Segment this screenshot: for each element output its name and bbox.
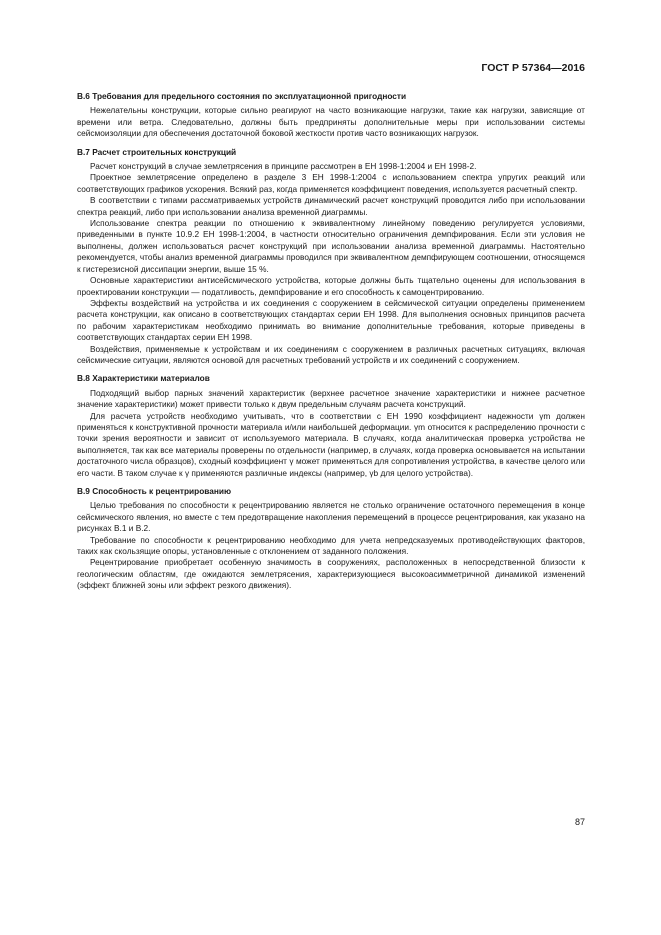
section-b7 [77,147,585,367]
document-body [77,91,585,599]
paragraph: Требование по способности к рецентрированию необходимо для учета непредсказуемых противодействующих факторов, таких как скользящие опоры, установленные с отклонением от заданного положения. [77,534,585,557]
standard-designation: ГОСТ Р 57364—2016 [481,62,585,74]
section-title: B.6 Требования для предельного состояния по эксплуатационной пригодности [77,91,407,101]
section-b9 [77,486,585,592]
section-b8 [77,373,585,479]
paragraph: Расчет конструкций в случае землетрясения в принципе рассмотрен в ЕН 1998-1:2004 и ЕН 1998-2. [90,161,477,172]
paragraph: Нежелательны конструкции, которые сильно реагируют на часто возникающие нагрузки, такие как нагрузки, зависящие от времени или ветра. Следовательно, должны быть предприняты дополнительные меры при использовании системы сейсмоизоляции для обеспечения достаточной боковой жесткости против часто возникающих нагрузок. [77,105,585,139]
section-title: B.9 Способность к рецентрированию [77,486,232,496]
section-title: B.8 Характеристики материалов [77,373,210,384]
paragraph: Основные характеристики антисейсмического устройства, которые должны быть тщательно оценены для использования в проектировании конструкции — податливость, демпфирование и его способность к самоцентрированию. [77,275,585,297]
page-number: 87 [574,817,585,827]
paragraph: Использование спектра реакции по отношению к эквивалентному линейному поведению регулируется условиями, приведенными в пункте 10.9.2 ЕН 1998-1:2004, в частности относительно ограничения демпфирования. Если эти условия не выполнены, должен использоваться расчет конструкций при использовании анализа временной диаграммы. Настоятельно рекомендуется, чтобы анализ временной диаграммы проводился при эквивалентном демпфирующем соотношении, относящемся к гистерезисной диссипации энергии, выше 15 %. [77,218,585,274]
paragraph: Подходящий выбор парных значений характеристик (верхнее расчетное значение характеристики и нижнее расчетное значение характеристики) может привести только к двум предельным случаям расчета конструкций. [77,387,585,410]
section-b6 [77,91,585,140]
paragraph: Целью требования по способности к рецентрированию является не столько ограничение остаточного перемещения в конце сейсмического явления, но вместе с тем предотвращение накопления перемещений в процессе рецентрирования, как указано на рисунках B.1 и B.2. [77,500,585,534]
section-title: B.7 Расчет строительных конструкций [77,146,237,157]
paragraph: Проектное землетрясение определено в разделе 3 ЕН 1998-1:2004 с использованием спектра упругих реакций или соответствующих графиков ускорения. Всякий раз, когда применяется коэффициент поведения, используется расчетный спектр. [77,172,585,194]
paragraph: Для расчета устройств необходимо учитывать, что в соответствии с ЕН 1990 коэффициент надежности γm должен применяться к конструктивной прочности материала и/или наибольшей деформации. γm относится к распределению прочности с точки зрения вероятности и зависит от используемого материала. В случаях, когда аналитическая проверка устройства не выполняется, так как все материалы проверены по отдельности (например, в случаях, когда проверка основывается на испытании достаточного числа образцов), сходный коэффициент γ может применяться для сопротивления устройства, в качестве целого или его части. В таком случае к γ применяются различные индексы (например, γb для целого устройства). [77,410,585,478]
paragraph: В соответствии с типами рассматриваемых устройств динамический расчет конструкций проводится либо при использовании спектра реакций, либо при использовании анализа временной диаграммы. [77,195,585,217]
paragraph: Воздействия, применяемые к устройствам и их соединениям с сооружением в различных расчетных ситуациях, включая сейсмические ситуации, являются основой для расчетных требований устройств и их соединений с сооружением. [77,343,585,365]
paragraph: Эффекты воздействий на устройства и их соединения с сооружением в сейсмической ситуации определены применением расчета конструкции, как описано в соответствующих стандартах серии ЕН 1998. Для выполнения основных принципов расчета по рабочим характеристикам необходимо принимать во внимание дополнительные требования, которые приведены в соответствующих стандартах серии ЕН 1998. [77,297,585,343]
paragraph: Рецентрирование приобретает особенную значимость в сооружениях, расположенных в непосредственной близости к геологическим областям, где ожидаются землетрясения, характеризующиеся высокоасимметричной динамикой изменений (эффект ближней зоны или эффект резкого движения). [77,557,585,591]
